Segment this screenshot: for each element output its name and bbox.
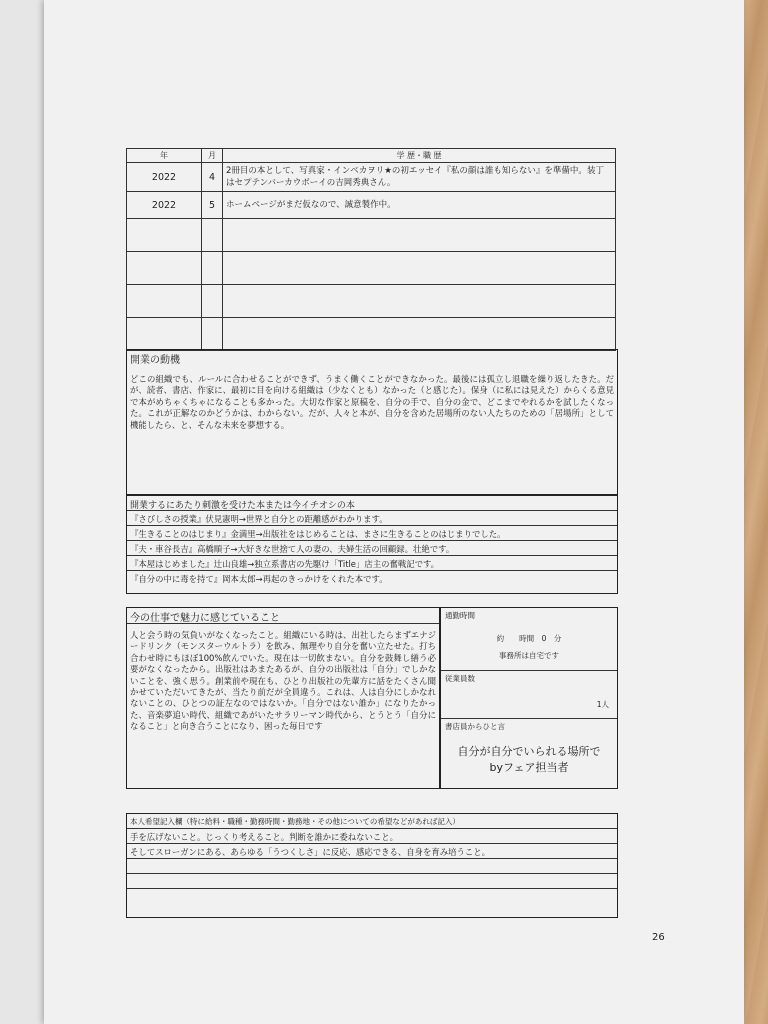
year-cell: 2022: [127, 192, 202, 219]
history-table: [126, 148, 616, 351]
motive-section: [126, 349, 618, 495]
table-row: [127, 163, 616, 192]
books-section: [126, 495, 618, 594]
appeal-section: [126, 607, 440, 789]
list-item: 『本屋はじめました』辻山良雄→独立系書店の先駆け「Title」店主の奮戦記です。: [127, 556, 617, 571]
wishes-title: 本人希望記入欄（特に給料・職種・勤務時間・勤務地・その他についての希望などがあれば記入）: [127, 814, 617, 829]
table-row: [127, 219, 616, 252]
list-item: そしてスローガンにある、あらゆる「うつくしさ」に反応、感応できる、自身を育み培うこと。: [127, 844, 617, 859]
table-row: [127, 252, 616, 285]
history-header: 学 歴・職 歴: [223, 149, 616, 163]
month-cell: 4: [202, 163, 223, 192]
motive-title: 開業の動機: [130, 355, 180, 366]
list-item: [127, 874, 617, 889]
year-cell: 2022: [127, 163, 202, 192]
list-item: [127, 889, 617, 904]
message-box: [441, 719, 617, 776]
previous-page-edge: [0, 0, 49, 1024]
books-title: 開業するにあたり刺激を受けた本または今イチオシの本: [127, 496, 617, 511]
list-item: [127, 859, 617, 874]
history-header-row: [127, 149, 616, 163]
entry-cell: 2冊目の本として、写真家・インベカヲリ★の初エッセイ『私の顔は誰も知らない』を準備中。装丁はセプテンバーカウボーイの吉岡秀典さん。: [223, 163, 616, 192]
commute-box: [441, 608, 617, 671]
staff-label: 従業員数: [445, 674, 475, 683]
message-label: 書店員からひと言: [445, 722, 505, 731]
appeal-title: 今の仕事で魅力に感じていること: [127, 608, 439, 624]
message-line-1: 自分が自分でいられる場所で: [457, 745, 601, 758]
list-item: 『夫・車谷長吉』高橋順子→大好きな世捨て人の妻の、夫婦生活の回顧録。壮絶です。: [127, 541, 617, 556]
list-item: 手を広げないこと。じっくり考えること。判断を誰かに委ねないこと。: [127, 829, 617, 844]
wishes-section: [126, 813, 618, 918]
table-row: [127, 318, 616, 351]
year-header: 年: [127, 149, 202, 163]
commute-value: 約 時間 0 分: [496, 634, 562, 643]
commute-note: 事務所は自宅です: [499, 651, 559, 660]
month-cell: 5: [202, 192, 223, 219]
list-item: 『さびしさの授業』伏見憲明→世界と自分との距離感がわかります。: [127, 511, 617, 526]
table-row: [127, 285, 616, 318]
info-section: [440, 607, 618, 789]
list-item: 『生きることのはじまり』金満里→出版社をはじめることは、まさに生きることのはじまりでした。: [127, 526, 617, 541]
entry-cell: ホームページがまだ仮なので、誠意製作中。: [223, 192, 616, 219]
commute-label: 通勤時間: [445, 611, 475, 620]
message-line-2: byフェア担当者: [489, 761, 569, 774]
appeal-text: 人と会う時の気負いがなくなったこと。組織にいる時は、出社したらまずエナジードリンク（モンスターウルトラ）を飲み、無理やり自分を奮い立たせた。打ち合わせ時にもほぼ100%飲んでいた。現在は一切飲まない。自分を鼓舞し繕う必要がなくなったから。出版社はあまたあるが、自分の出版社は「自分」でしかないことを、強く思う。創業前や現在も、ひとり出版社の先輩方に話をたくさん聞かせていただいてきたが、当たり前だが全員違う。これは、人は自分にしかなれないことの、ひとつの証左なのではないか。「自分ではない誰か」になりたかった、音楽夢追い時代、組織であがいたサラリーマン時代から、とうとう「自分になること」と向き合うことになり、困った毎日です: [130, 630, 436, 732]
staff-value: 1人: [596, 700, 609, 709]
month-header: 月: [202, 149, 223, 163]
staff-box: [441, 671, 617, 719]
table-row: [127, 192, 616, 219]
list-item: 『自分の中に毒を持て』岡本太郎→再起のきっかけをくれた本です。: [130, 574, 388, 584]
motive-text: どこの組織でも、ルールに合わせることができず、うまく働くことができなかった。最後には孤立し退職を繰り返したきた。だが、読者、書店、作家に、最初に目を向ける組織は（少なくとも）なかった（と感じた）。保身（に私には見えた）からくる意見で本がめちゃくちゃになることも多かった。大切な作家と原稿を、自分の手で、自分の金で、どこまでやれるかを試したくなった。これが正解なのかどうかは、わからない。だが、人々と本が、自分を含めた居場所のない人たちのための「居場所」として機能したら、と、そんな未来を夢想する。: [130, 374, 614, 430]
page-number: 26: [652, 932, 665, 943]
